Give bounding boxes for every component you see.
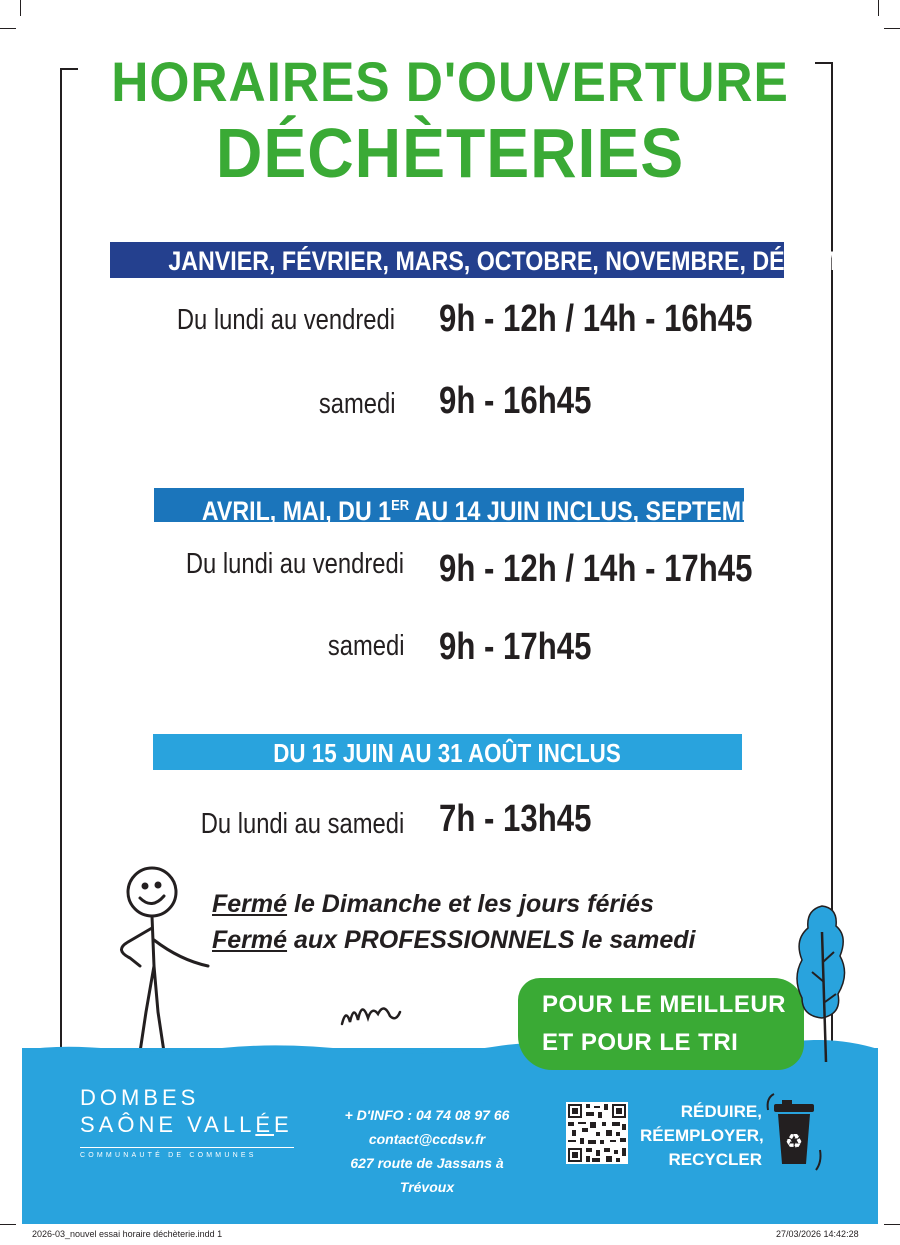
- slogan-badge: [518, 978, 804, 1070]
- print-slug-date: 27/03/2026 14:42:28: [776, 1229, 859, 1239]
- phone-line: + D'INFO : 04 74 08 97 66: [344, 1107, 510, 1123]
- period-heading-winter: [110, 242, 886, 278]
- svg-text:♻: ♻: [785, 1129, 803, 1153]
- schedule-label: Du lundi au vendredi: [185, 548, 404, 580]
- closure-note: Fermé aux PROFESSIONNELS le samedi: [212, 926, 696, 954]
- dombes-saone-vallee-logo: [80, 1085, 294, 1161]
- recycle-line: RECYCLER: [668, 1150, 762, 1169]
- address-line: 627 route de Jassans à Trévoux: [350, 1155, 504, 1195]
- schedule-hours: 7h - 13h45: [439, 798, 592, 840]
- crop-mark: [878, 0, 879, 16]
- logo-line: SAÔNE VALLÉE: [80, 1112, 293, 1137]
- period-heading-spring: [154, 488, 791, 526]
- frame-left-line: [60, 68, 62, 1048]
- schedule-hours: 9h - 12h / 14h - 16h45: [439, 298, 753, 340]
- contact-info: [322, 1103, 532, 1199]
- email-line: contact@ccdsv.fr: [368, 1131, 486, 1147]
- schedule-hours: 9h - 17h45: [439, 626, 592, 668]
- period-heading-text: DU 15 JUIN AU 31 AOÛT INCLUS: [273, 738, 622, 768]
- recycle-line: RÉEMPLOYER,: [640, 1126, 764, 1145]
- qr-code: [566, 1102, 628, 1164]
- poster-title: HORAIRES D'OUVERTURE: [111, 50, 789, 113]
- reduce-reuse-recycle: [640, 1100, 762, 1172]
- crop-mark: [0, 28, 16, 29]
- schedule-hours: 9h - 12h / 14h - 17h45: [439, 548, 753, 590]
- tree-illustration: [792, 902, 852, 1067]
- recycle-bin-icon: [764, 1090, 826, 1176]
- period-heading-summer: [153, 734, 742, 770]
- closure-note: Fermé le Dimanche et les jours fériés: [212, 890, 654, 918]
- slogan-line: ET POUR LE TRI: [542, 1029, 739, 1056]
- schedule-hours: 9h - 16h45: [439, 380, 592, 422]
- schedule-label: Du lundi au samedi: [200, 808, 404, 840]
- period-heading-text: JANVIER, FÉVRIER, MARS, OCTOBRE, NOVEMBRE, DÉCEMBRE: [168, 246, 886, 276]
- poster-subtitle: DÉCHÈTERIES: [215, 114, 685, 192]
- stick-figure-illustration: [100, 862, 230, 1062]
- crop-mark: [20, 0, 21, 16]
- schedule-label: samedi: [318, 388, 395, 420]
- schedule-label: Du lundi au vendredi: [176, 304, 395, 336]
- logo-subtitle: COMMUNAUTÉ DE COMMUNES: [80, 1147, 294, 1161]
- crop-mark: [0, 1224, 16, 1225]
- slogan-line: POUR LE MEILLEUR: [542, 991, 787, 1018]
- period-heading-text: AVRIL, MAI, DU 1ER AU 14 JUIN INCLUS, SEPTEMBRE: [201, 496, 791, 526]
- crop-mark: [884, 28, 900, 29]
- grass-scribble: [340, 994, 402, 1030]
- crop-mark: [884, 1224, 900, 1225]
- schedule-label: samedi: [327, 630, 404, 662]
- recycle-line: RÉDUIRE,: [680, 1102, 762, 1121]
- print-slug-file: 2026-03_nouvel essai horaire déchèterie.indd 1: [32, 1229, 223, 1239]
- logo-line: DOMBES: [80, 1085, 200, 1110]
